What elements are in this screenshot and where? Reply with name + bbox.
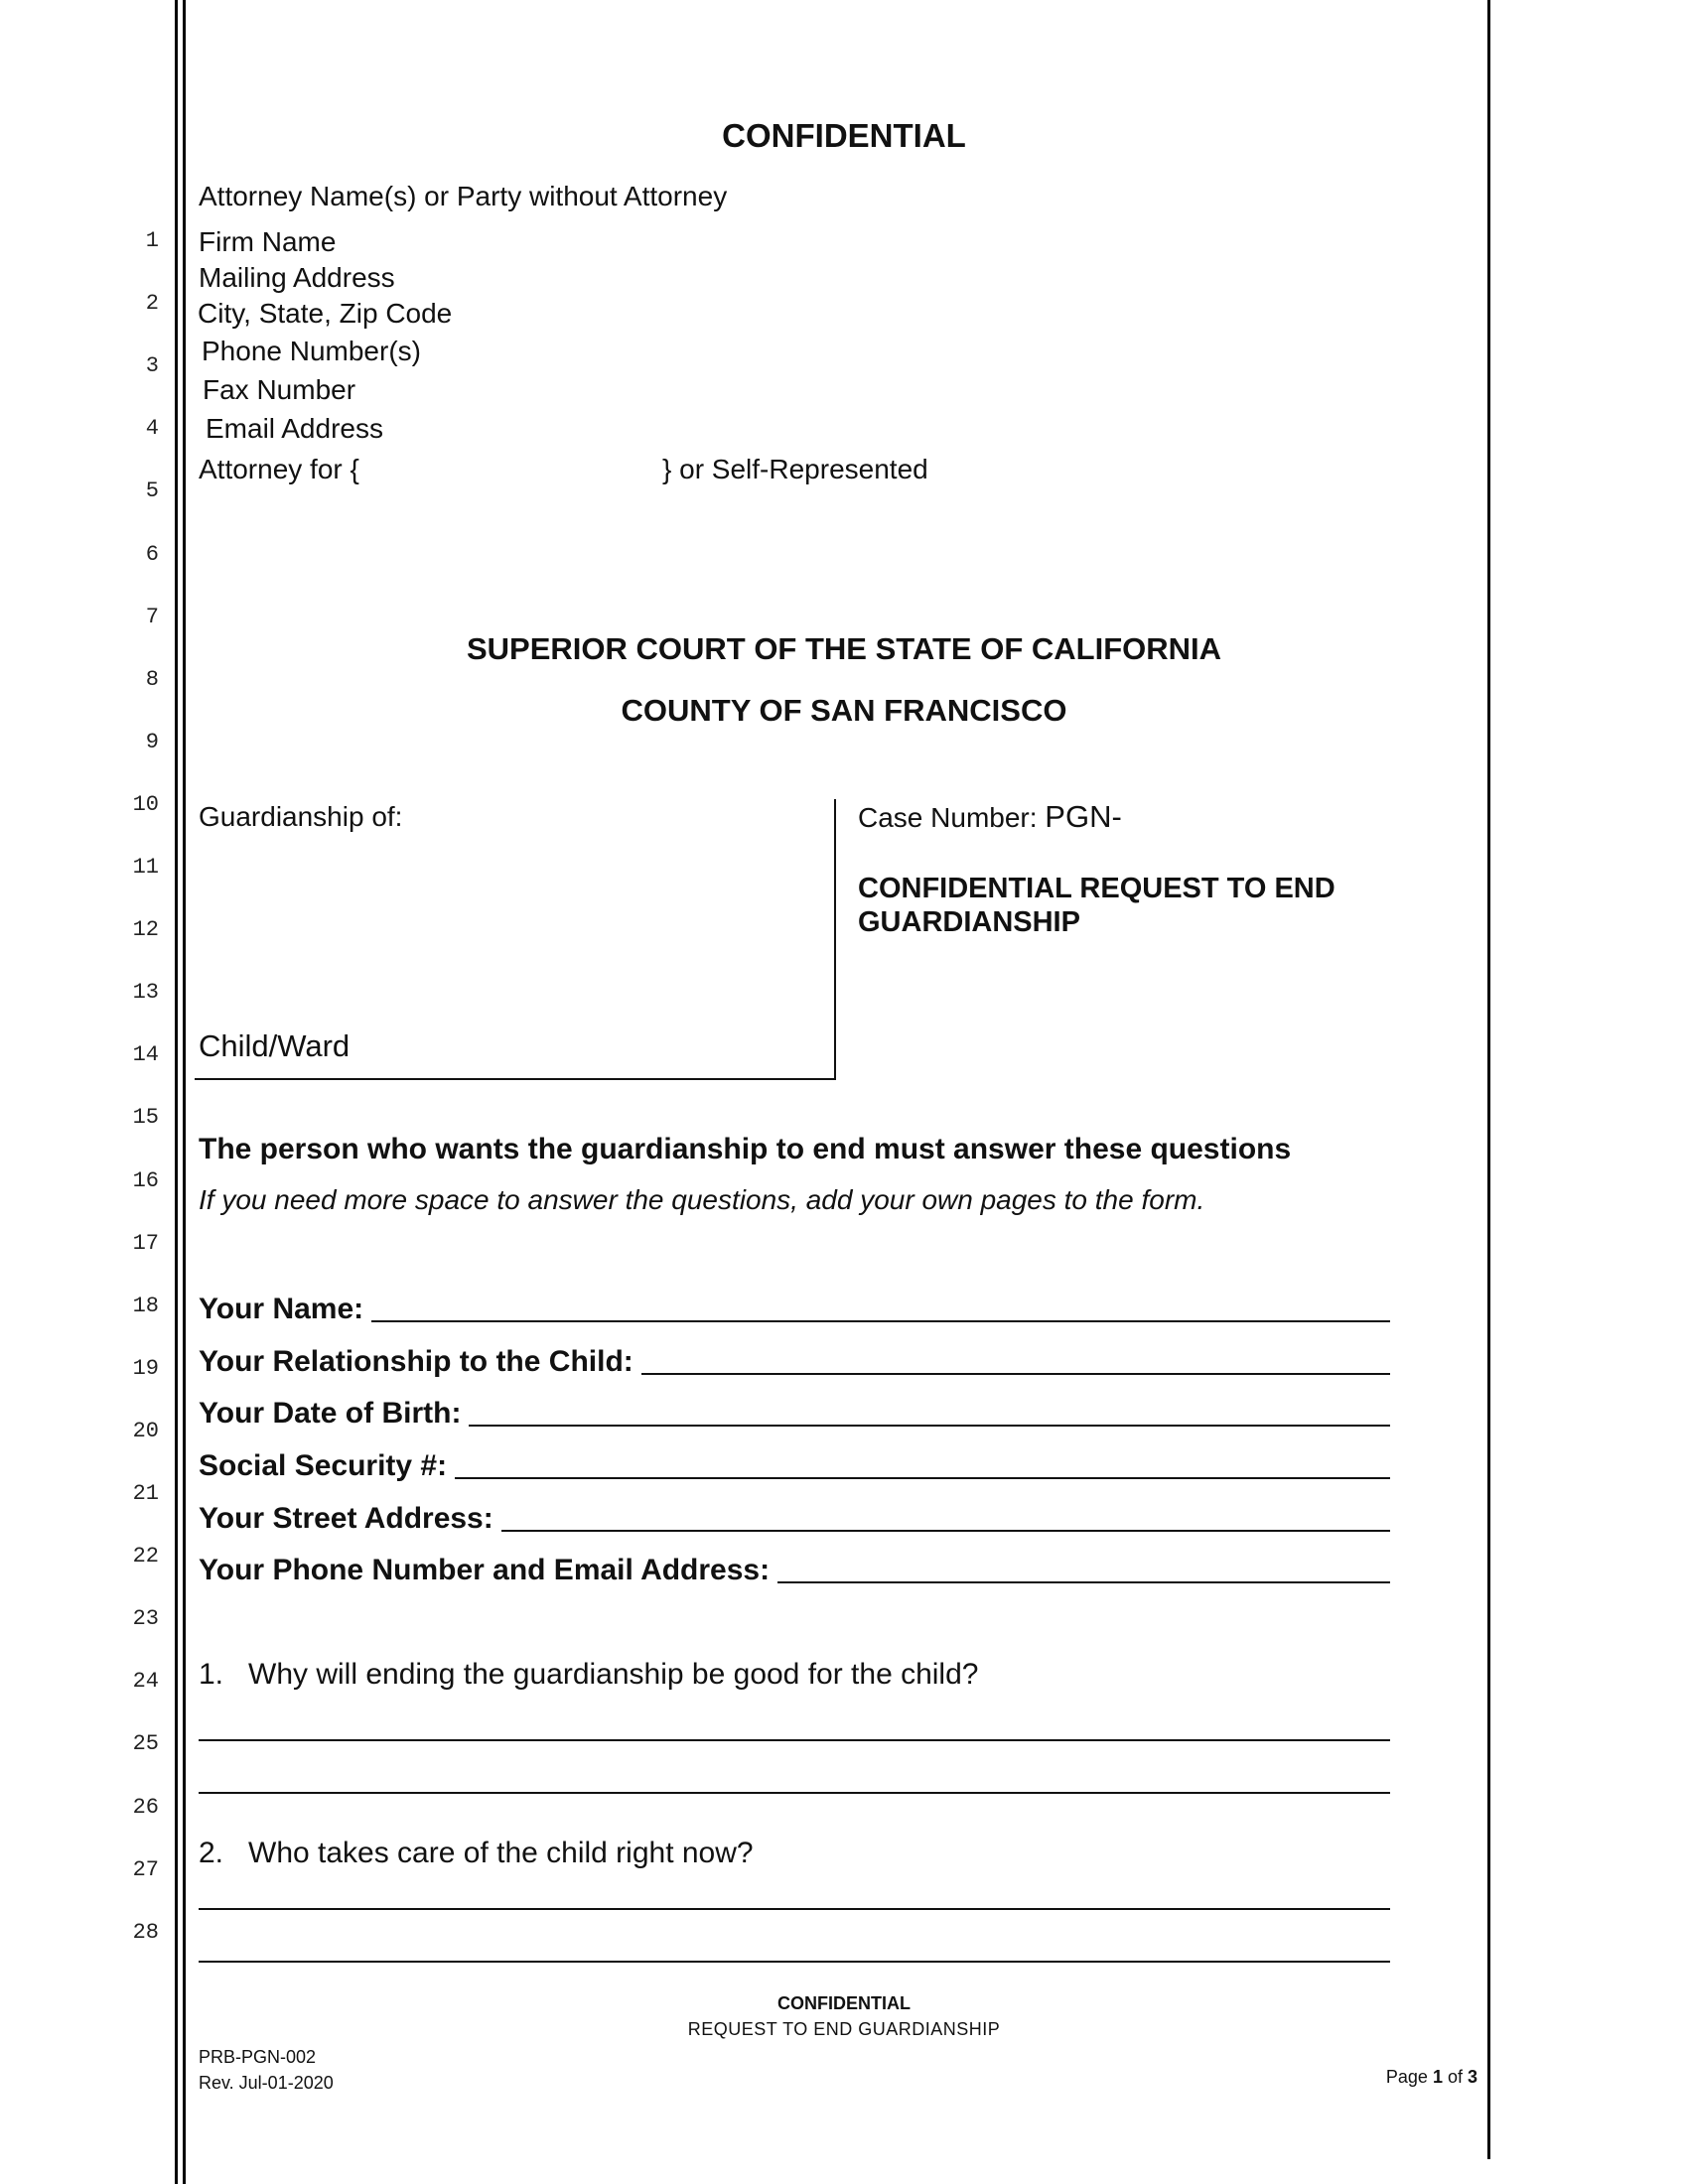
- street-address-field[interactable]: [199, 1496, 1390, 1536]
- line-number: 21: [132, 1481, 159, 1506]
- question-2: [199, 1837, 754, 1870]
- left-margin-rule-inner: [183, 0, 186, 2184]
- phone-email-field[interactable]: [199, 1548, 1390, 1587]
- date-of-birth-field[interactable]: [199, 1391, 1390, 1431]
- question-2-answer-line-1[interactable]: [199, 1908, 1390, 1910]
- line-number: 19: [132, 1355, 159, 1381]
- your-name-line[interactable]: [371, 1320, 1390, 1322]
- social-security-label: Social Security #:: [199, 1449, 448, 1482]
- line-number: 1: [145, 228, 159, 253]
- question-2-answer-line-2[interactable]: [199, 1961, 1390, 1963]
- social-security-field[interactable]: [199, 1443, 1390, 1483]
- phone-email-line[interactable]: [777, 1581, 1390, 1583]
- instructions-heading: The person who wants the guardianship to end must answer these questions: [199, 1133, 1292, 1165]
- instructions-note: If you need more space to answer the questions, add your own pages to the form.: [199, 1184, 1205, 1215]
- case-number: [858, 799, 1122, 836]
- line-number: 16: [132, 1167, 159, 1193]
- question-1-answer-line-2[interactable]: [199, 1792, 1390, 1794]
- mailing-address: Mailing Address: [199, 262, 395, 293]
- document-title-line-2: GUARDIANSHIP: [858, 906, 1080, 938]
- phone-email-label: Your Phone Number and Email Address:: [199, 1554, 771, 1586]
- firm-name: Firm Name: [199, 226, 337, 257]
- court-county: COUNTY OF SAN FRANCISCO: [621, 693, 1067, 728]
- line-number: 18: [132, 1293, 159, 1318]
- line-number: 11: [132, 855, 159, 880]
- line-number: 15: [132, 1105, 159, 1131]
- line-number: 25: [132, 1731, 159, 1757]
- footer-revision: Rev. Jul-01-2020: [199, 2073, 334, 2093]
- social-security-line[interactable]: [455, 1477, 1390, 1479]
- line-number: 26: [132, 1794, 159, 1820]
- line-number: 6: [145, 541, 159, 567]
- line-number: 12: [132, 917, 159, 943]
- question-1-text: Why will ending the guardianship be good for the child?: [248, 1658, 979, 1691]
- document-title-line-1: CONFIDENTIAL REQUEST TO END: [858, 873, 1336, 904]
- line-number: 5: [145, 478, 159, 504]
- caption-divider-rule: [834, 799, 836, 1080]
- line-number: 17: [132, 1230, 159, 1256]
- street-address-label: Your Street Address:: [199, 1502, 493, 1535]
- left-margin-rule-outer: [175, 0, 178, 2184]
- confidential-heading: CONFIDENTIAL: [722, 117, 966, 154]
- question-1: [199, 1658, 978, 1692]
- question-2-text: Who takes care of the child right now?: [248, 1837, 754, 1869]
- email-address: Email Address: [206, 413, 383, 444]
- line-number: 14: [132, 1042, 159, 1068]
- line-number: 27: [132, 1856, 159, 1882]
- question-1-answer-line-1[interactable]: [199, 1739, 1390, 1741]
- right-margin-rule: [1487, 0, 1490, 2159]
- attorney-name-line: Attorney Name(s) or Party without Attorney: [199, 181, 728, 211]
- line-number: 20: [132, 1418, 159, 1443]
- page-current: 1: [1432, 2067, 1443, 2087]
- line-number: 28: [132, 1919, 159, 1945]
- line-number: 9: [145, 729, 159, 754]
- question-1-number: 1.: [199, 1658, 224, 1691]
- page-of: of: [1442, 2067, 1468, 2087]
- page-total: 3: [1467, 2067, 1477, 2087]
- street-address-line[interactable]: [501, 1530, 1390, 1532]
- relationship-label: Your Relationship to the Child:: [199, 1345, 633, 1378]
- your-name-label: Your Name:: [199, 1293, 364, 1325]
- line-number: 3: [145, 353, 159, 379]
- relationship-field[interactable]: [199, 1339, 1390, 1379]
- date-of-birth-label: Your Date of Birth:: [199, 1397, 462, 1430]
- line-number: 10: [132, 791, 159, 817]
- page-prefix: Page: [1385, 2067, 1433, 2087]
- case-number-label: Case Number:: [858, 802, 1038, 833]
- relationship-line[interactable]: [641, 1373, 1390, 1375]
- footer-page-number: [1291, 2067, 1477, 2088]
- line-number: 8: [145, 666, 159, 692]
- attorney-for-close: } or Self-Represented: [662, 454, 928, 484]
- footer-form-id: PRB-PGN-002: [199, 2047, 317, 2067]
- footer-confidential: CONFIDENTIAL: [777, 1993, 911, 2013]
- city-state-zip: City, State, Zip Code: [198, 298, 453, 329]
- guardianship-of-label: Guardianship of:: [199, 801, 403, 832]
- case-number-value: PGN-: [1045, 799, 1122, 834]
- attorney-for-open: Attorney for {: [199, 454, 359, 484]
- line-number: 4: [145, 416, 159, 442]
- line-number: 7: [145, 604, 159, 629]
- document-title: [858, 872, 1336, 939]
- line-number: 2: [145, 291, 159, 317]
- court-name: SUPERIOR COURT OF THE STATE OF CALIFORNIA: [466, 631, 1222, 666]
- line-number: 13: [132, 980, 159, 1006]
- child-ward-label: Child/Ward: [199, 1028, 351, 1063]
- line-number: 24: [132, 1669, 159, 1695]
- question-2-number: 2.: [199, 1837, 224, 1869]
- fax-number: Fax Number: [203, 374, 356, 405]
- caption-bottom-rule: [195, 1078, 836, 1080]
- phone-numbers: Phone Number(s): [202, 336, 421, 366]
- line-number: 22: [132, 1544, 159, 1570]
- your-name-field[interactable]: [199, 1287, 1390, 1326]
- line-number: 23: [132, 1606, 159, 1632]
- footer-title: REQUEST TO END GUARDIANSHIP: [687, 2019, 1001, 2039]
- date-of-birth-line[interactable]: [469, 1425, 1390, 1427]
